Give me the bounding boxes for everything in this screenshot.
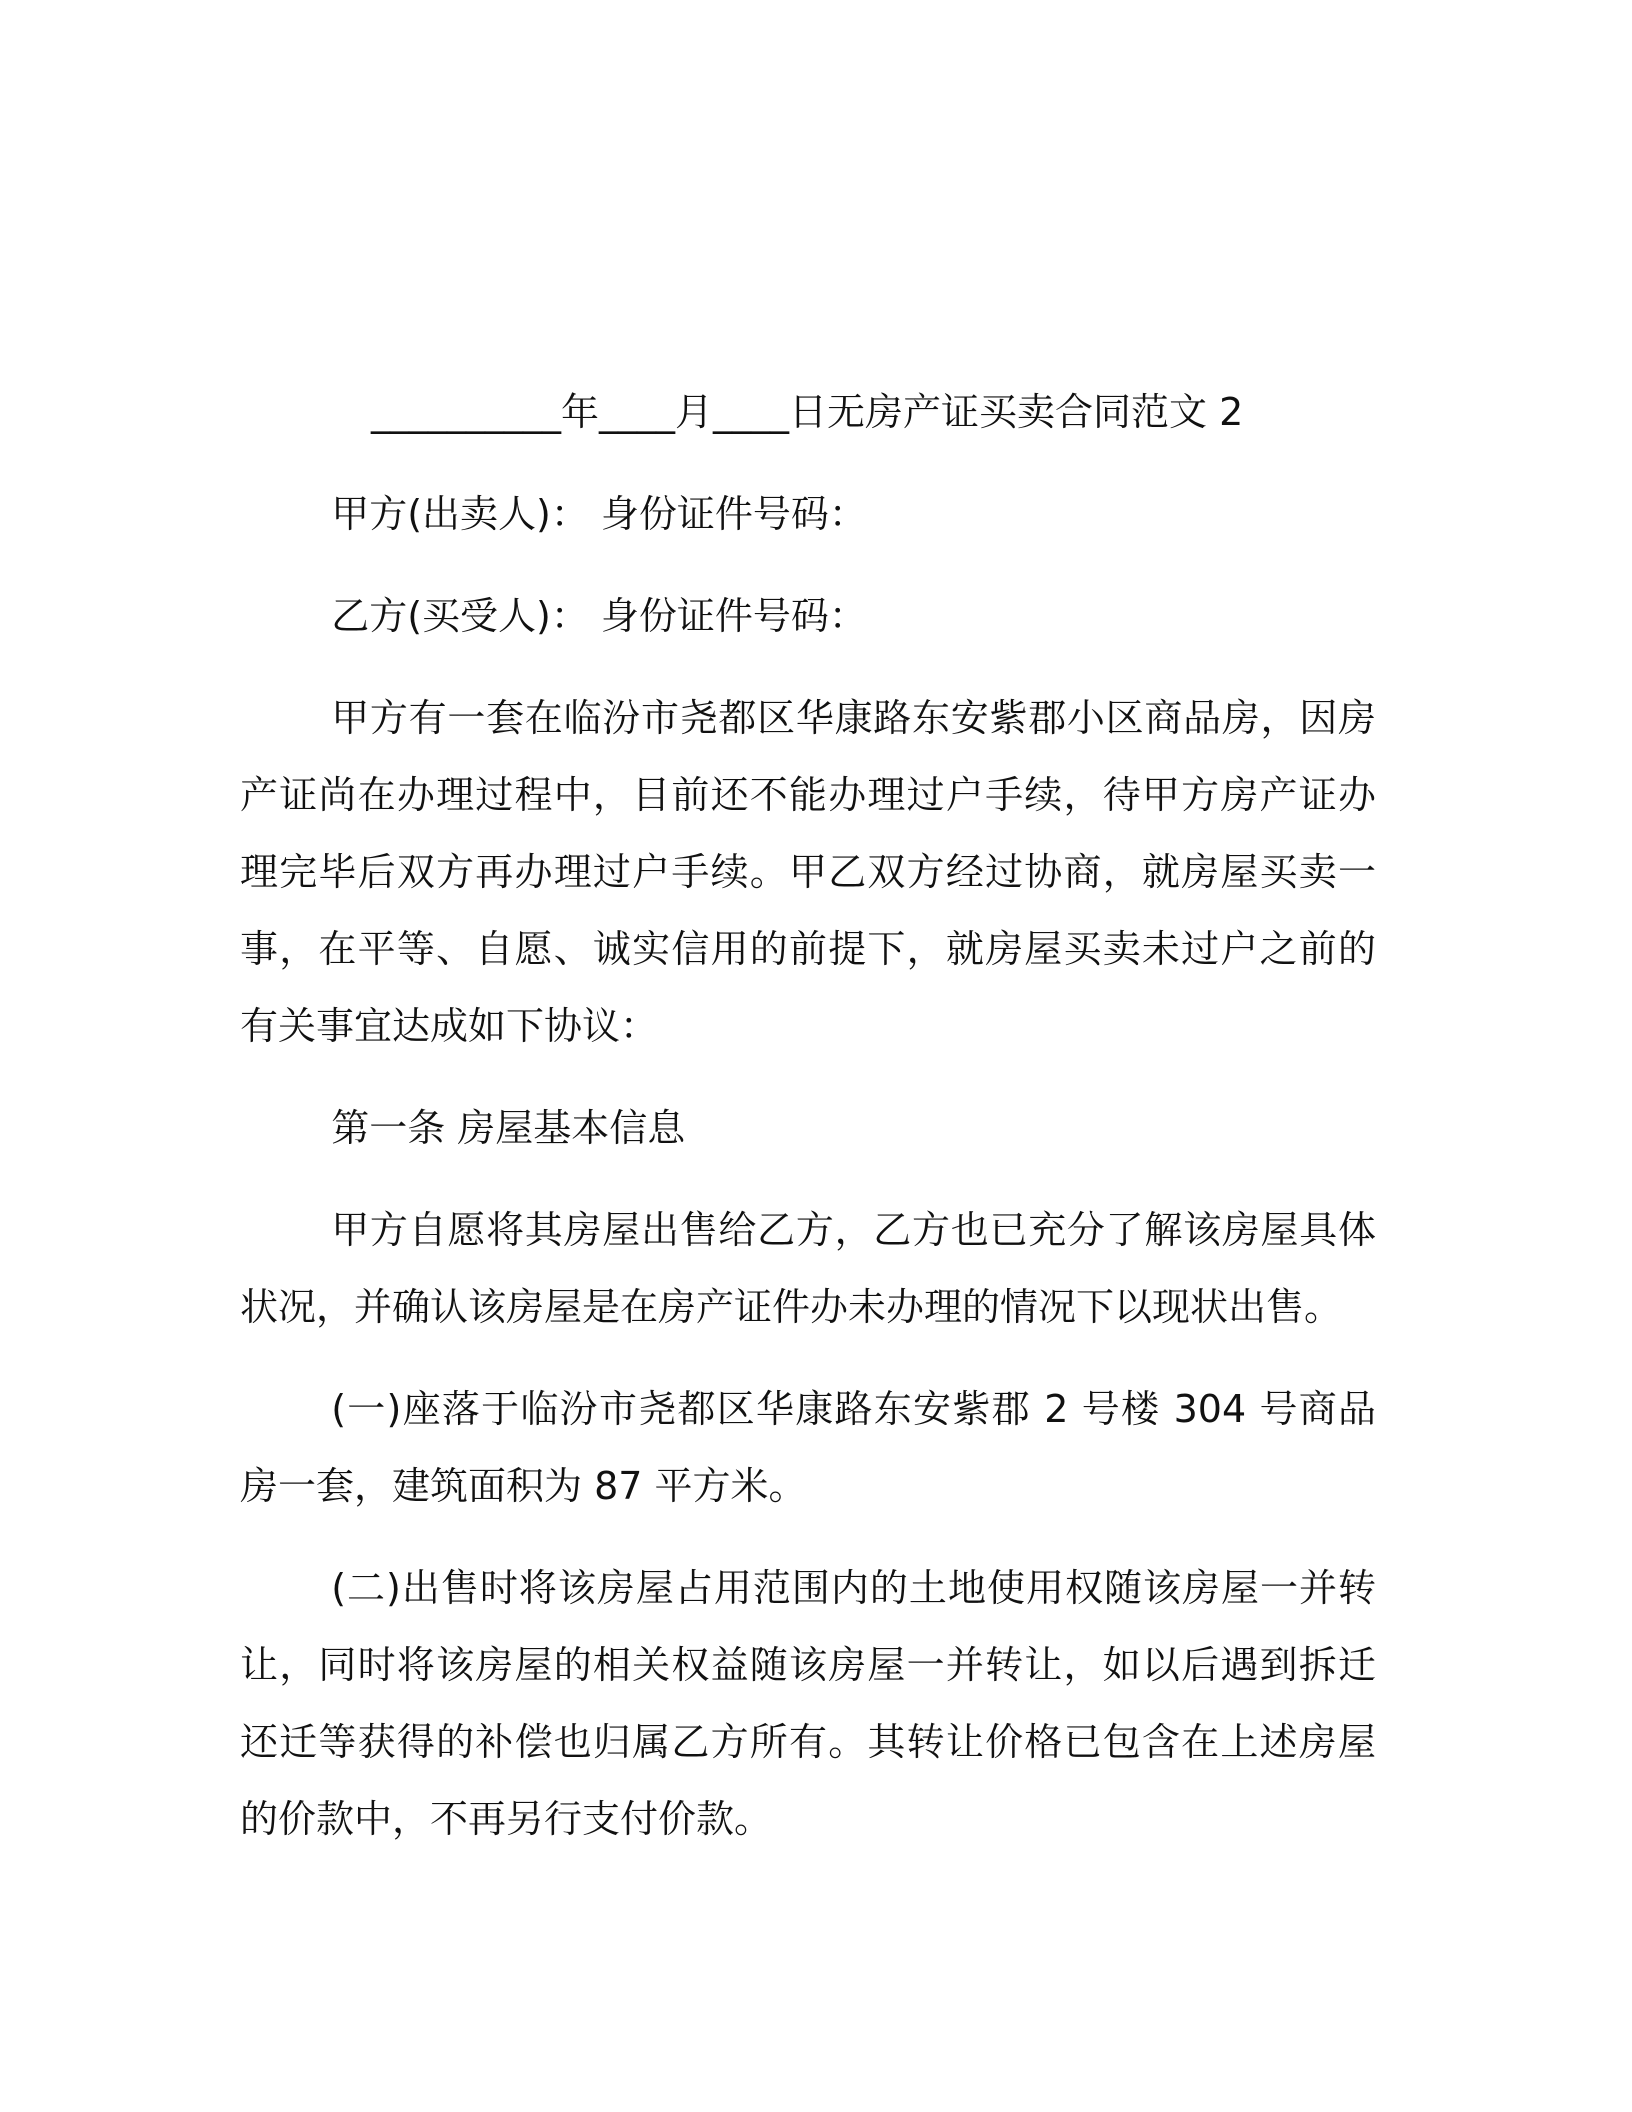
- paragraph-item-2: (二)出售时将该房屋占用范围内的土地使用权随该房屋一并转让，同时将该房屋的相关权益随该房屋一并转让，如以后遇到拆迁还迁等获得的补偿也归属乙方所有。其转让价格已包含在上述房屋的价款中，不再另行支付价款。: [240, 1566, 1376, 1841]
- paragraph-preamble: 甲方有一套在临汾市尧都区华康路东安紫郡小区商品房，因房产证尚在办理过程中，目前还不能办理过户手续，待甲方房产证办理完毕后双方再办理过户手续。甲乙双方经过协商，就房屋买卖一事，在平等、自愿、诚实信用的前提下，就房屋买卖未过户之前的有关事宜达成如下协议：: [240, 696, 1376, 1048]
- document-title: __________年____月____日无房产证买卖合同范文 2: [371, 390, 1244, 434]
- paragraph-article-1-intro: 甲方自愿将其房屋出售给乙方，乙方也已充分了解该房屋具体状况，并确认该房屋是在房产证件办未办理的情况下以现状出售。: [240, 1208, 1376, 1329]
- section-heading-article-1: 第一条 房屋基本信息: [331, 1106, 686, 1150]
- document-page: [240, 374, 1376, 1883]
- party-b-line: 乙方(买受人)： 身份证件号码：: [331, 594, 867, 638]
- paragraph-item-1: (一)座落于临汾市尧都区华康路东安紫郡 2 号楼 304 号商品房一套，建筑面积为 87 平方米。: [240, 1387, 1376, 1508]
- party-a-line: 甲方(出卖人)： 身份证件号码：: [331, 492, 867, 536]
